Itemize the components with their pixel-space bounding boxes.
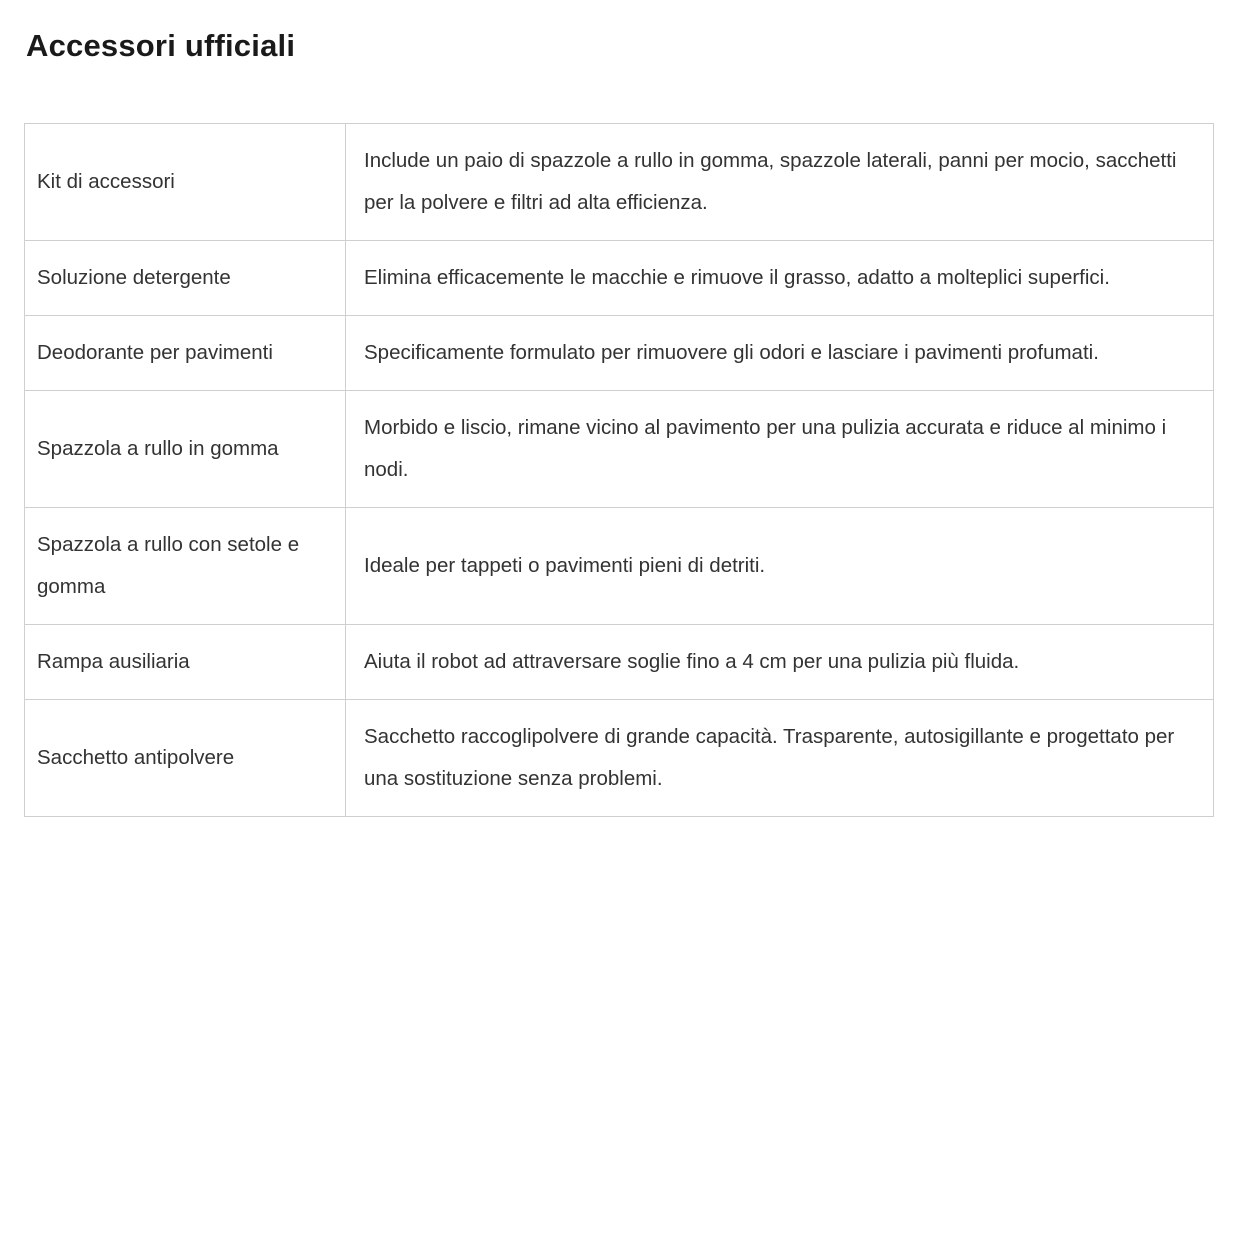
- accessory-description-cell: [346, 625, 1214, 700]
- accessory-name: Soluzione detergente: [37, 266, 231, 290]
- page-title: Accessori ufficiali: [26, 28, 296, 63]
- accessory-description: Sacchetto raccoglipolvere di grande capacità. Trasparente, autosigillante e progettato per una sostituzione senza problemi.: [364, 725, 1175, 791]
- accessory-name-cell: [25, 241, 346, 316]
- accessory-description-cell: [346, 508, 1214, 625]
- accessory-name-cell: [25, 124, 346, 241]
- accessory-description: Aiuta il robot ad attraversare soglie fino a 4 cm per una pulizia più fluida.: [364, 650, 1020, 674]
- accessory-description-cell: [346, 241, 1214, 316]
- accessory-name: Spazzola a rullo in gomma: [37, 437, 279, 461]
- accessory-name: Deodorante per pavimenti: [37, 341, 273, 365]
- table-row: [25, 700, 1214, 817]
- accessory-name: Rampa ausiliaria: [37, 650, 190, 674]
- accessory-description: Elimina efficacemente le macchie e rimuove il grasso, adatto a molteplici superfici.: [364, 266, 1110, 290]
- table-row: [25, 124, 1214, 241]
- table-row: [25, 391, 1214, 508]
- accessory-name: Kit di accessori: [37, 170, 175, 194]
- accessories-table: [24, 123, 1214, 817]
- table-row: [25, 625, 1214, 700]
- accessory-name-cell: [25, 625, 346, 700]
- accessory-description: Ideale per tappeti o pavimenti pieni di detriti.: [364, 554, 766, 578]
- table-row: [25, 508, 1214, 625]
- table-row: [25, 241, 1214, 316]
- accessory-name: Sacchetto antipolvere: [37, 746, 235, 770]
- accessory-description-cell: [346, 124, 1214, 241]
- table-row: [25, 316, 1214, 391]
- accessory-name-cell: [25, 391, 346, 508]
- accessory-description-cell: [346, 316, 1214, 391]
- accessory-description-cell: [346, 391, 1214, 508]
- accessory-description-cell: [346, 700, 1214, 817]
- accessory-name-cell: [25, 700, 346, 817]
- accessory-name-cell: [25, 316, 346, 391]
- accessory-name-cell: [25, 508, 346, 625]
- accessory-description: Morbido e liscio, rimane vicino al pavimento per una pulizia accurata e riduce al minimo i nodi.: [364, 416, 1167, 482]
- accessory-name: Spazzola a rullo con setole e gomma: [37, 533, 300, 599]
- accessory-description: Include un paio di spazzole a rullo in gomma, spazzole laterali, panni per mocio, sacchetti per la polvere e filtri ad alta efficienza.: [364, 149, 1177, 215]
- accessory-description: Specificamente formulato per rimuovere gli odori e lasciare i pavimenti profumati.: [364, 341, 1099, 365]
- accessories-table-body: [25, 124, 1214, 817]
